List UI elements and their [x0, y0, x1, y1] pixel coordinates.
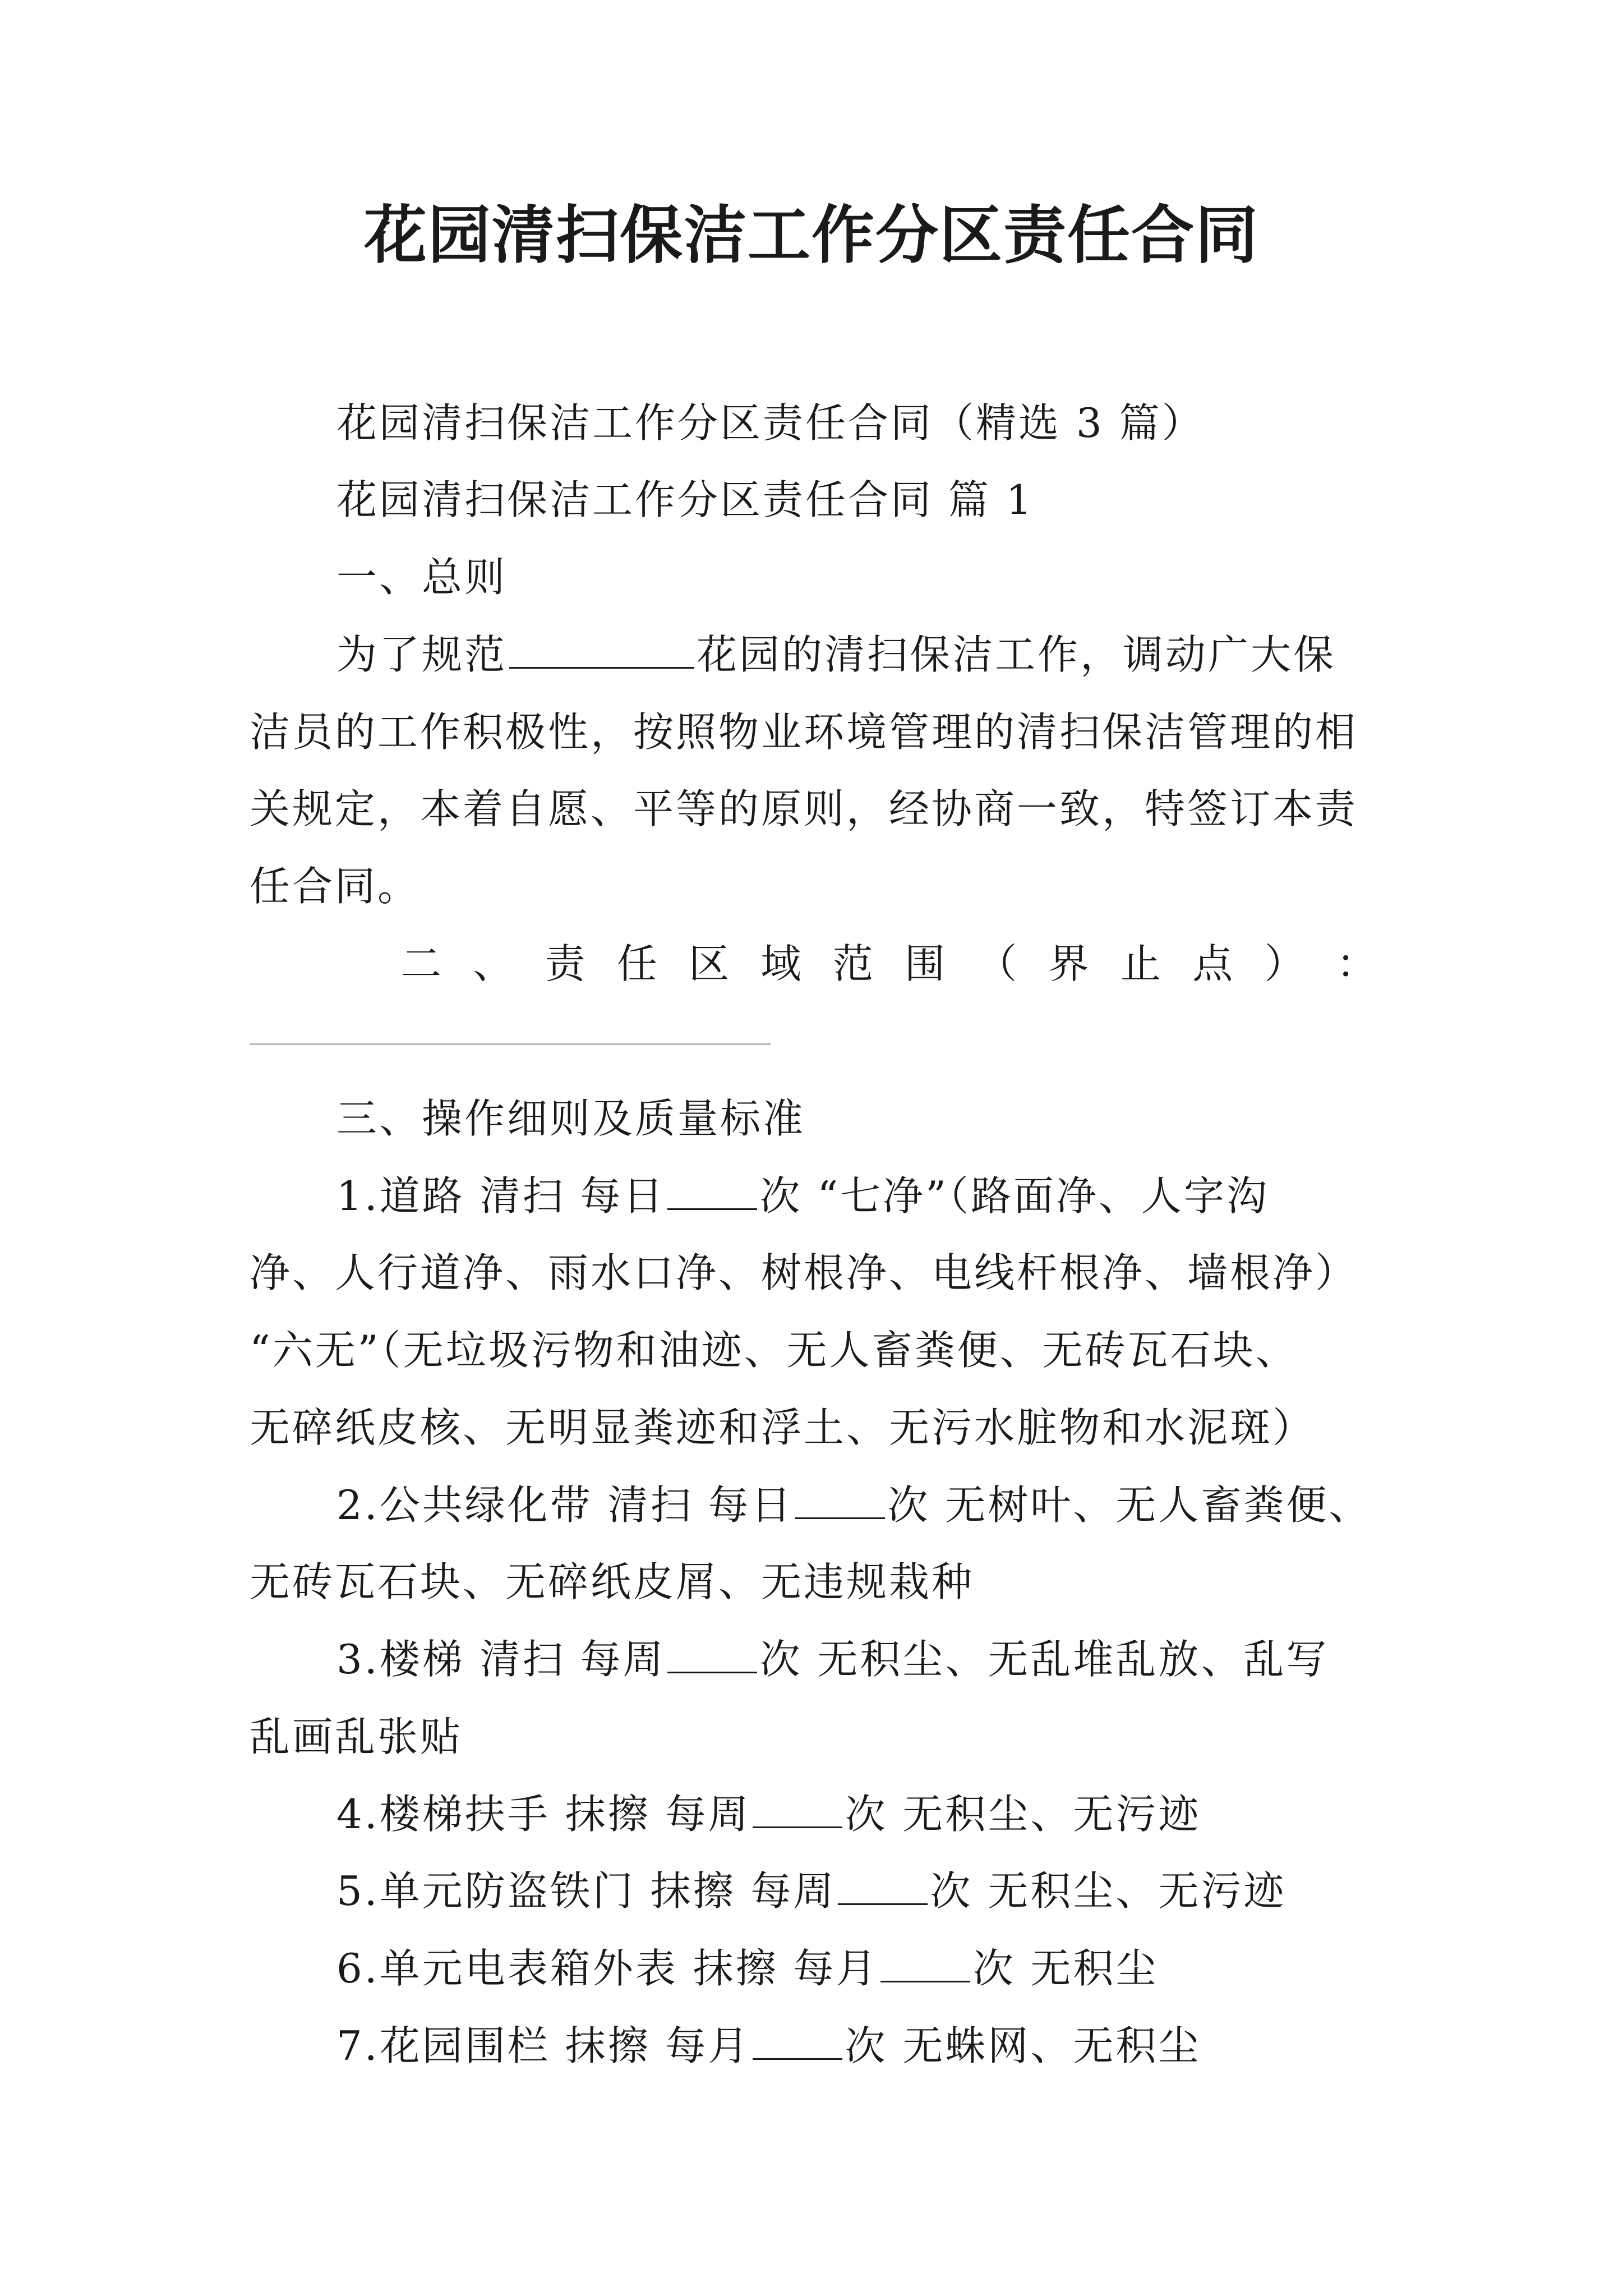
fill-in-blank: [753, 1793, 842, 1828]
item-5: [250, 1852, 1377, 1930]
item-1-line-1: [250, 1157, 1377, 1235]
item-1-line-4: 无碎纸皮核、无明显粪迹和浮土、无污水脏物和水泥斑）: [250, 1404, 1316, 1451]
item-text: 4.楼梯扶手 抹擦 每周: [336, 1791, 751, 1838]
fill-in-line: [250, 1043, 771, 1045]
fill-in-blank: [838, 1870, 928, 1905]
item-text: 5.单元防盗铁门 抹擦 每周: [336, 1867, 836, 1915]
item-2-line-2: 无砖瓦石块、无碎纸皮屑、无违规栽种: [250, 1558, 975, 1605]
item-4: [250, 1775, 1377, 1853]
fill-in-blank: [509, 633, 694, 669]
heading-char: ）: [1264, 940, 1305, 987]
heading-char: 任: [616, 940, 657, 987]
section-1-paragraph-line-2: 洁员的工作积极性，按照物业环境管理的清扫保洁管理的相: [250, 708, 1358, 756]
part-heading: 花园清扫保洁工作分区责任合同 篇 1: [336, 476, 1034, 523]
item-text: 3.楼梯 清扫 每周: [336, 1636, 666, 1683]
item-text: 次 无积尘、无污迹: [845, 1791, 1201, 1838]
heading-char: 区: [689, 940, 730, 987]
item-text: 次 无积尘、无污迹: [930, 1867, 1287, 1915]
heading-char: ：: [1336, 940, 1377, 987]
item-text: 次 无积尘、无乱堆乱放、乱写: [759, 1636, 1329, 1683]
section-1-paragraph-line-4: 任合同。: [250, 863, 421, 910]
item-text: 次 无蛛网、无积尘: [845, 2022, 1201, 2069]
item-text: 7.花园围栏 抹擦 每月: [336, 2022, 751, 2069]
heading-char: （: [976, 940, 1017, 987]
paragraph-text: 花园的清扫保洁工作，调动广大保: [697, 631, 1336, 678]
item-7: [250, 2007, 1377, 2085]
item-1-line-3: “六无”（无垃圾污物和油迹、无人畜粪便、无砖瓦石块、: [250, 1327, 1298, 1374]
heading-char: 域: [760, 940, 801, 987]
heading-char: 、: [473, 940, 514, 987]
heading-char: 界: [1048, 940, 1089, 987]
item-text: 次 无积尘: [972, 1945, 1159, 1992]
fill-in-blank: [795, 1484, 885, 1519]
paragraph-text: 为了规范: [336, 631, 508, 678]
section-1-paragraph-line-3: 关规定，本着自愿、平等的原则，经协商一致，特签订本责: [250, 785, 1358, 832]
item-text: 6.单元电表箱外表 抹擦 每月: [336, 1945, 879, 1992]
item-text: 次 “七净”（路面净、人字沟: [759, 1172, 1269, 1220]
item-text: 1.道路 清扫 每日: [336, 1172, 666, 1220]
heading-char: 点: [1192, 940, 1233, 987]
item-text: 次 无树叶、无人畜粪便、: [887, 1481, 1372, 1529]
item-2-line-1: [250, 1466, 1377, 1544]
fill-in-blank: [667, 1638, 757, 1673]
heading-char: 围: [905, 940, 946, 987]
document-title: 花园清扫保洁工作分区责任合同: [364, 199, 1259, 272]
section-1-paragraph-line-1: [250, 616, 1377, 693]
fill-in-blank: [667, 1175, 757, 1210]
section-2-heading: [250, 925, 1377, 1002]
item-1-line-2: 净、人行道净、雨水口净、树根净、电线杆根净、墙根净）: [250, 1249, 1358, 1296]
item-text: 2.公共绿化带 清扫 每日: [336, 1481, 794, 1529]
section-1-heading: 一、总则: [336, 554, 508, 601]
fill-in-blank: [880, 1947, 970, 1982]
fill-in-blank: [753, 2024, 842, 2060]
heading-char: 止: [1120, 940, 1161, 987]
item-3-line-2: 乱画乱张贴: [250, 1713, 463, 1760]
heading-char: 责: [545, 940, 585, 987]
item-6: [250, 1930, 1377, 2007]
heading-char: 二: [401, 940, 442, 987]
item-3-line-1: [250, 1621, 1377, 1698]
section-3-heading: 三、操作细则及质量标准: [336, 1095, 806, 1142]
subtitle: 花园清扫保洁工作分区责任合同（精选 3 篇）: [336, 399, 1205, 447]
heading-char: 范: [832, 940, 873, 987]
